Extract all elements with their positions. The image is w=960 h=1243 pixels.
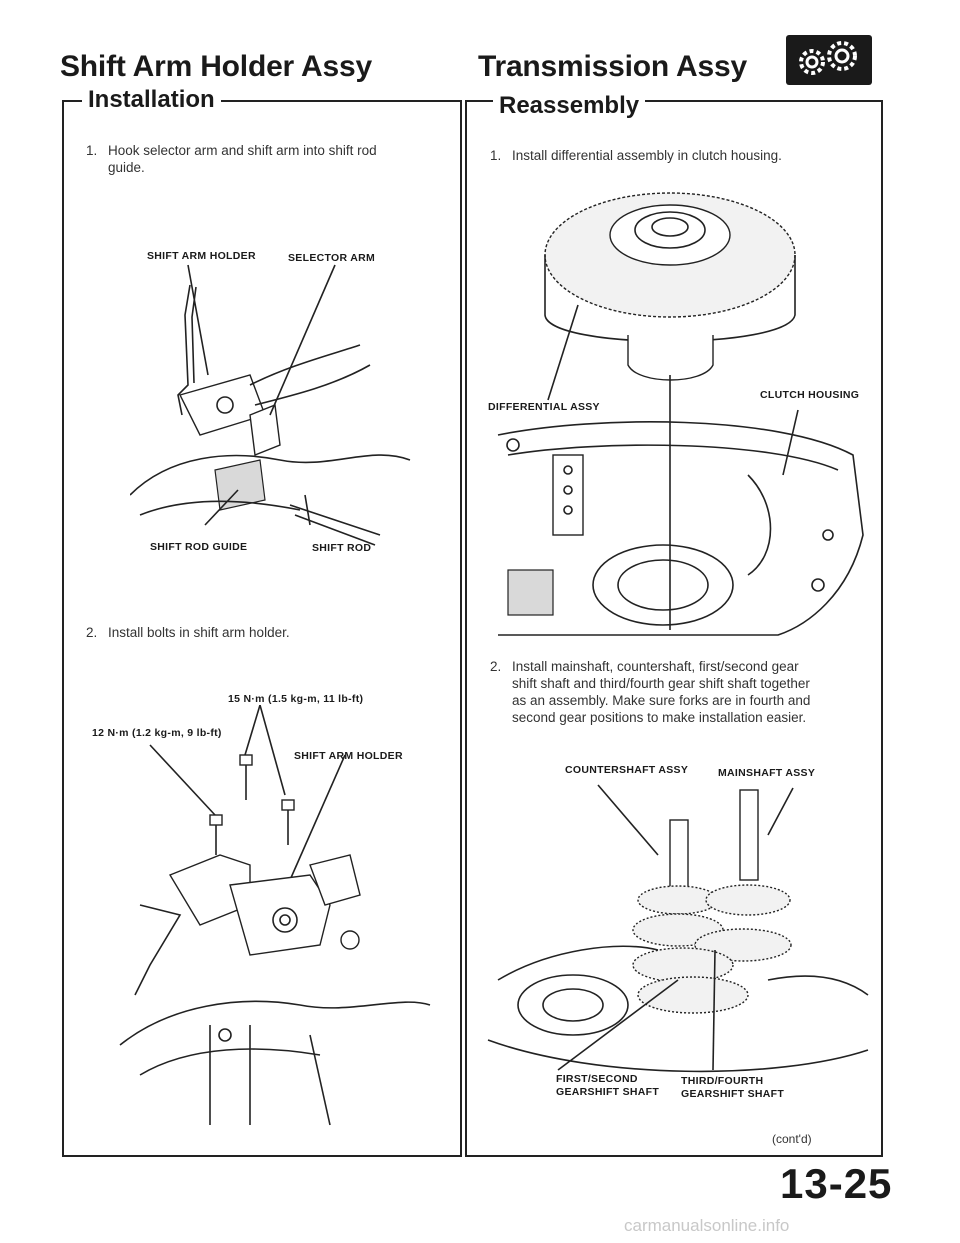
label-shift-arm-holder-2: SHIFT ARM HOLDER xyxy=(294,750,403,762)
label-torque-lower: 12 N·m (1.2 kg-m, 9 lb-ft) xyxy=(92,727,222,739)
section-heading-installation: Installation xyxy=(82,86,221,114)
step-text-line: Hook selector arm and shift arm into shift rod xyxy=(108,143,377,158)
label-countershaft-assy: COUNTERSHAFT ASSY xyxy=(565,764,689,776)
right-step-2 xyxy=(490,658,870,730)
label-clutch-housing: CLUTCH HOUSING xyxy=(760,389,860,401)
label-shift-rod-guide: SHIFT ROD GUIDE xyxy=(150,541,248,553)
label-torque-upper: 15 N·m (1.5 kg-m, 11 lb-ft) xyxy=(228,693,364,705)
page-title-left: Shift Arm Holder Assy xyxy=(60,50,372,83)
step-text: Install bolts in shift arm holder. xyxy=(108,625,290,640)
left-step-1 xyxy=(86,142,446,178)
section-heading-reassembly: Reassembly xyxy=(493,92,645,120)
page-number: 13-25 xyxy=(780,1160,893,1207)
page-title-right: Transmission Assy xyxy=(478,50,747,83)
shift-arm-holder-illustration xyxy=(130,245,420,575)
label-differential-assy: DIFFERENTIAL ASSY xyxy=(488,401,600,413)
step-number: 1. xyxy=(490,148,502,163)
continued-note: (cont'd) xyxy=(772,1132,812,1146)
step-text-line: shift shaft and third/fourth gear shift shaft together xyxy=(512,676,810,691)
gears-icon xyxy=(786,35,872,85)
left-step-2 xyxy=(86,624,446,642)
label-shift-arm-holder: SHIFT ARM HOLDER xyxy=(147,250,256,262)
label-third-fourth-1: THIRD/FOURTH xyxy=(681,1075,764,1087)
step-text: Install differential assembly in clutch housing. xyxy=(512,148,782,163)
step-text-line: Install mainshaft, countershaft, first/second gear xyxy=(512,659,799,674)
shaft-assembly-illustration xyxy=(478,780,873,1080)
step-text-line: second gear positions to make installation easier. xyxy=(512,710,807,725)
step-text xyxy=(108,142,377,176)
step-text xyxy=(512,658,867,726)
step-number: 2. xyxy=(490,659,502,674)
label-shift-rod: SHIFT ROD xyxy=(312,542,372,554)
bolt-installation-illustration xyxy=(110,705,440,1135)
right-step-1 xyxy=(490,147,870,165)
label-selector-arm: SELECTOR ARM xyxy=(288,252,376,264)
step-number: 1. xyxy=(86,143,98,158)
watermark: carmanualsonline.info xyxy=(624,1216,790,1235)
step-text-line: as an assembly. Make sure forks are in fourth and xyxy=(512,693,811,708)
label-mainshaft-assy: MAINSHAFT ASSY xyxy=(718,767,816,779)
step-number: 2. xyxy=(86,625,98,640)
step-text-line: guide. xyxy=(108,160,145,175)
label-first-second-1: FIRST/SECOND xyxy=(556,1073,638,1085)
label-first-second-2: GEARSHIFT SHAFT xyxy=(556,1086,660,1098)
label-third-fourth-2: GEARSHIFT SHAFT xyxy=(681,1088,785,1100)
